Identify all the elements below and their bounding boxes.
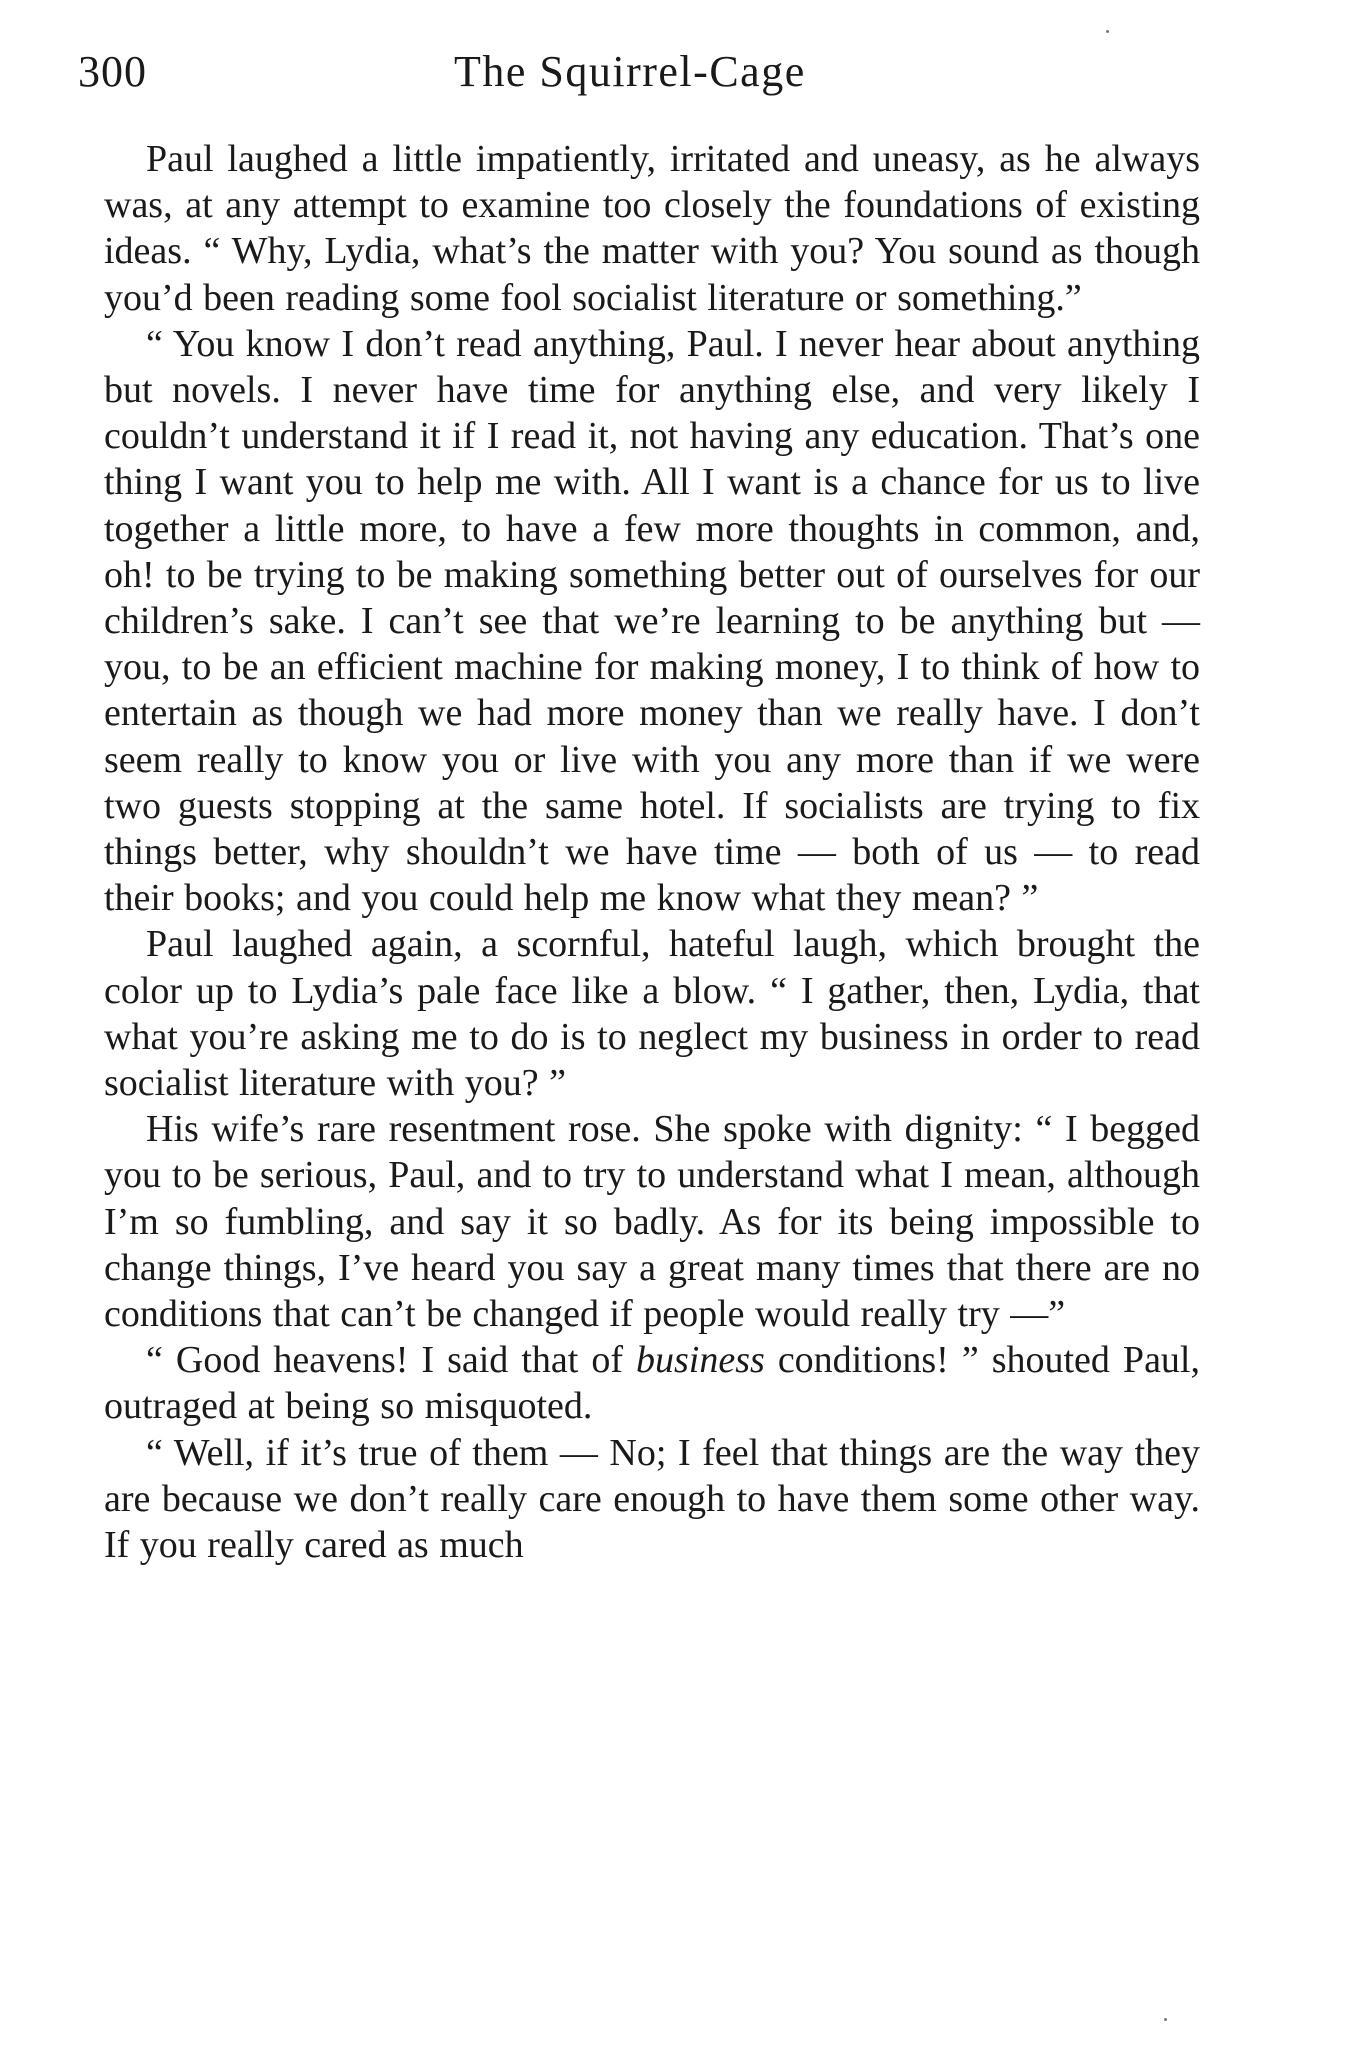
page-header: [78, 46, 1210, 106]
paragraph-5: [104, 1337, 1200, 1429]
paragraph-5-start: “ Good heavens! I said that of: [146, 1339, 636, 1382]
paragraph-3: Paul laughed again, a scornful, hateful laugh, which brought the color up to Lydia’s pale face like a blow. “ I gather, then, Lydia, that what you’re asking me to do is to neglect my business in order to read socialist literature with you? ”: [104, 923, 1200, 1105]
paragraph-4: His wife’s rare resentment rose. She spoke with dignity: “ I begged you to be serious, Paul, and to try to understand what I mean, although I’m so fumbling, and say it so badly. As for its being impossible to change things, I’ve heard you say a great many times that there are no conditions that can’t be changed if people would really try —”: [104, 1108, 1200, 1336]
running-title: The Squirrel-Cage: [454, 47, 806, 96]
paper-speck: [1106, 30, 1109, 33]
paper-speck: [1164, 2018, 1167, 2021]
paragraph-5-italic: business: [636, 1339, 765, 1382]
paragraph-1: Paul laughed a little impatiently, irritated and uneasy, as he always was, at any attempt to examine too closely the foundations of existing ideas. “ Why, Lydia, what’s the matter with you? You sound as though you’d been reading some fool socialist literature or something.”: [104, 138, 1200, 319]
paragraph-2: “ You know I don’t read anything, Paul. I never hear about anything but novels. I never have time for anything else, and very likely I couldn’t understand it if I read it, not having any education. That’s one thing I want you to help me with. All I want is a chance for us to live together a little more, to have a few more thoughts in common, and, oh! to be trying to be making something better out of ourselves for our children’s sake. I can’t see that we’re learning to be anything but — you, to be an efficient machine for making money, I to think of how to entertain as though we had more money than we really have. I don’t seem really to know you or live with you any more than if we were two guests stopping at the same hotel. If socialists are trying to fix things better, why shouldn’t we have time — both of us — to read their books; and you could help me know what they mean? ”: [104, 322, 1200, 920]
paragraph-5-end: conditions! ” shouted Paul, outraged at being so misquoted.: [104, 1339, 1200, 1428]
paragraph-6: “ Well, if it’s true of them — No; I feel that things are the way they are because we don’t really care enough to have them some other way. If you really cared as much: [104, 1431, 1200, 1567]
body-text: [104, 136, 1200, 1568]
page-number: 300: [78, 47, 147, 96]
